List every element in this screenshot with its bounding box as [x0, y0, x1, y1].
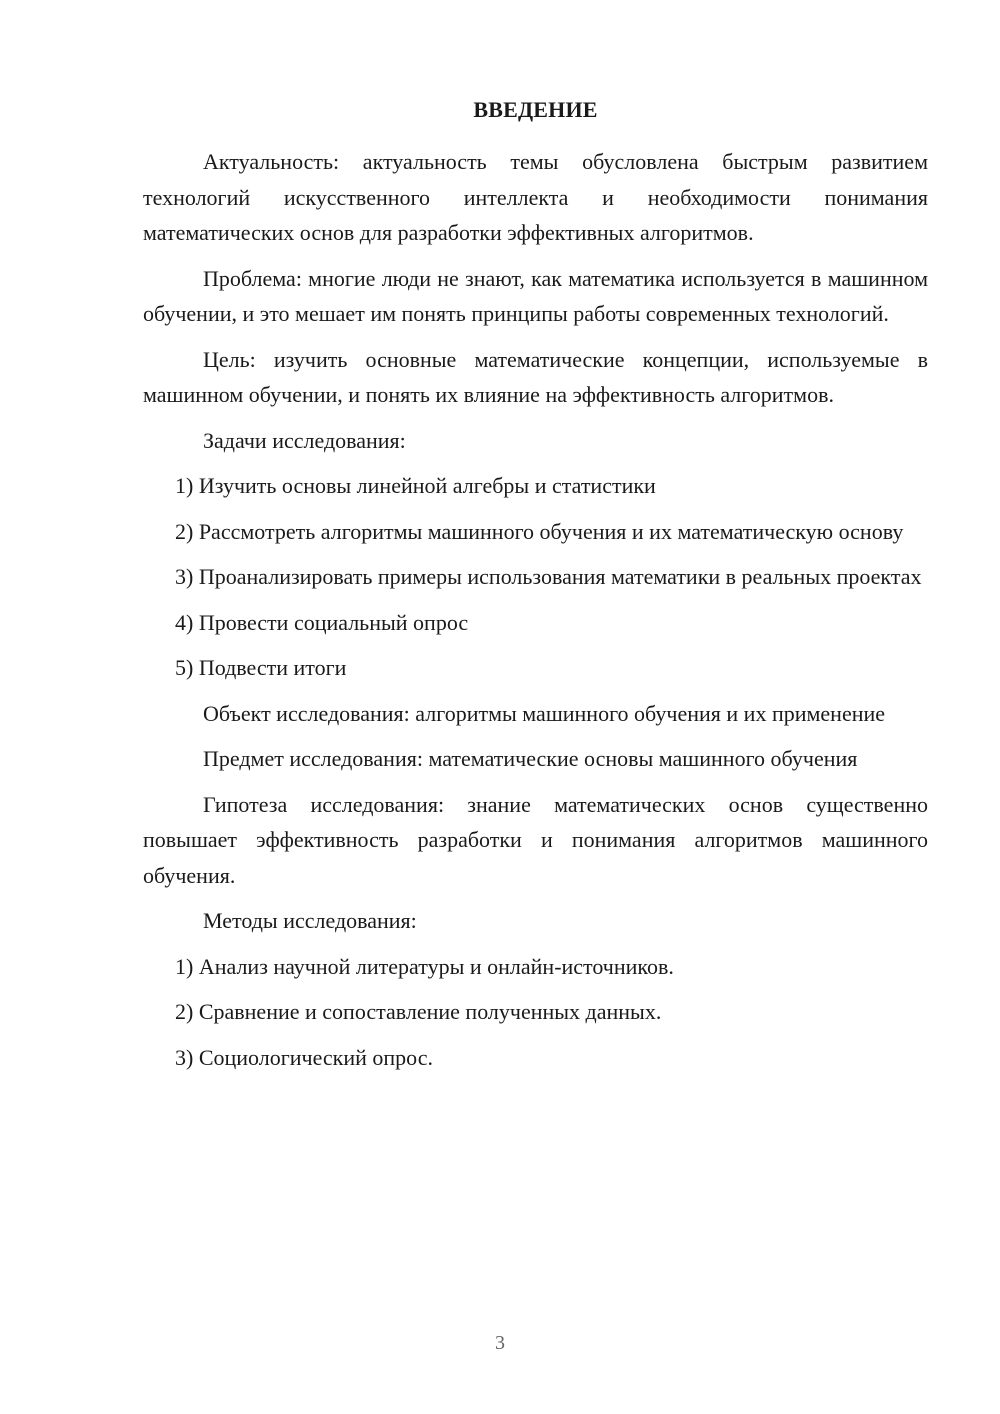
page-title: ВВЕДЕНИЕ: [473, 97, 598, 122]
methods-heading: Методы исследования:: [203, 908, 417, 933]
document-page: [143, 92, 928, 1085]
subject-paragraph: Предмет исследования: математические основы машинного обучения: [203, 746, 858, 771]
method-item: 1) Анализ научной литературы и онлайн-источников.: [175, 953, 674, 979]
task-item: 1) Изучить основы линейной алгебры и статистики: [175, 473, 656, 498]
problem-paragraph: Проблема: многие люди не знают, как математика используется в машинном обучении, и это мешает им понять принципы работы современных технологий.: [143, 265, 928, 326]
relevance-paragraph: Актуальность: актуальность темы обусловлена быстрым развитием технологий искусственного интеллекта и необходимости понимания математических основ для разработки эффективных алгоритмов.: [143, 149, 928, 245]
task-item: 3) Проанализировать примеры использования математики в реальных проектах: [175, 564, 922, 589]
goal-paragraph: Цель: изучить основные математические концепции, используемые в машинном обучении, и понять их влияние на эффективность алгоритмов.: [143, 346, 928, 407]
page-number: 3: [495, 1332, 505, 1354]
method-item: 3) Социологический опрос.: [175, 1044, 433, 1070]
task-item: 5) Подвести итоги: [175, 655, 347, 680]
hypothesis-paragraph: Гипотеза исследования: знание математических основ существенно повышает эффективность разработки и понимания алгоритмов машинного обучения.: [143, 791, 928, 888]
object-paragraph: Объект исследования: алгоритмы машинного обучения и их применение: [203, 700, 886, 726]
tasks-heading: Задачи исследования:: [203, 427, 406, 453]
method-item: 2) Сравнение и сопоставление полученных данных.: [175, 999, 662, 1024]
task-item: 2) Рассмотреть алгоритмы машинного обучения и их математическую основу: [175, 518, 904, 544]
task-item: 4) Провести социальный опрос: [175, 609, 469, 635]
